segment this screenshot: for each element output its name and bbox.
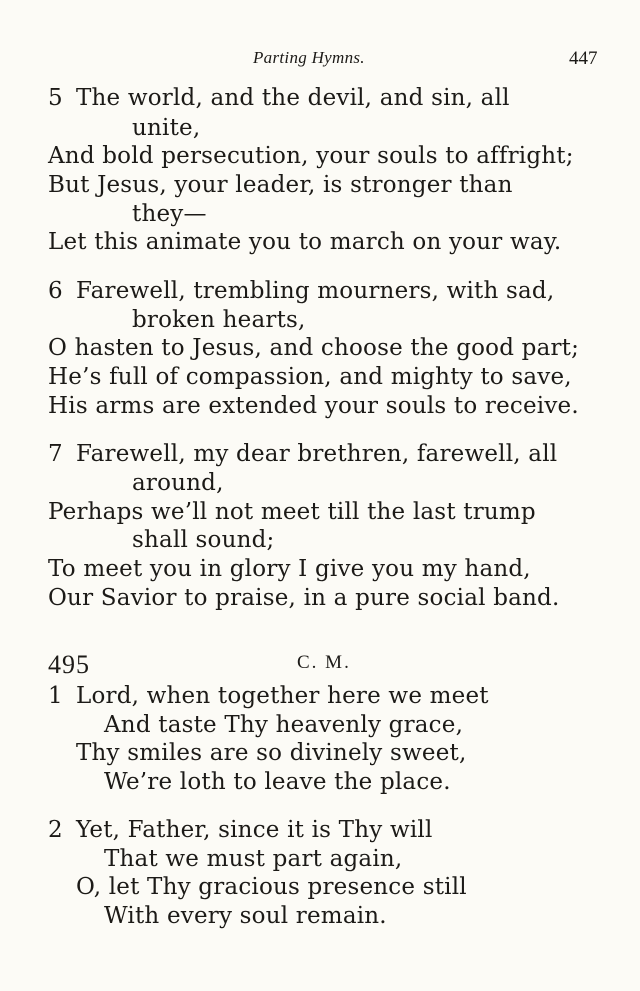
hymn-495-stanza-2-line-1: 2 Yet, Father, since it is Thy will bbox=[48, 817, 433, 843]
stanza-7-line-1: 7 Farewell, my dear brethren, farewell, all bbox=[48, 441, 558, 467]
hymn-495-stanza-2-line-4: With every soul remain. bbox=[104, 903, 387, 929]
stanza-5-line-1: 5 The world, and the devil, and sin, all bbox=[48, 85, 510, 111]
hymn-495-stanza-2-line-2: That we must part again, bbox=[104, 846, 403, 872]
running-head: Parting Hymns. bbox=[253, 48, 365, 67]
hymn-number: 495 bbox=[48, 650, 90, 679]
stanza-7-line-2: around, bbox=[132, 470, 224, 496]
stanza-5-number: 5 bbox=[48, 85, 63, 111]
stanza-5-line-6: Let this animate you to march on your way. bbox=[48, 229, 562, 255]
stanza-5-line-3: And bold persecution, your souls to affright; bbox=[48, 143, 574, 169]
stanza-7-number: 7 bbox=[48, 441, 63, 467]
page-number: 447 bbox=[569, 48, 598, 69]
hymn-495-stanza-2-line-3: O, let Thy gracious presence still bbox=[76, 874, 467, 900]
hymn-495-stanza-2-number: 2 bbox=[48, 817, 63, 843]
hymn-495-stanza-1-line-4: We’re loth to leave the place. bbox=[104, 769, 451, 795]
stanza-6-line-3: O hasten to Jesus, and choose the good part; bbox=[48, 335, 580, 361]
stanza-6-line-4: He’s full of compassion, and mighty to save, bbox=[48, 364, 572, 390]
hymn-meter: C. M. bbox=[297, 652, 351, 673]
stanza-7-line-5: To meet you in glory I give you my hand, bbox=[48, 556, 531, 582]
stanza-7-line-4: shall sound; bbox=[132, 527, 275, 553]
stanza-7-line-6: Our Savior to praise, in a pure social band. bbox=[48, 585, 560, 611]
hymn-495-stanza-1-line-1: 1 Lord, when together here we meet bbox=[48, 683, 489, 709]
hymn-495-stanza-1-number: 1 bbox=[48, 683, 63, 709]
stanza-7-line-3: Perhaps we’ll not meet till the last trump bbox=[48, 499, 536, 525]
stanza-5-line-4: But Jesus, your leader, is stronger than bbox=[48, 172, 513, 198]
stanza-6-line-5: His arms are extended your souls to receive. bbox=[48, 393, 579, 419]
hymn-495-stanza-1-line-3: Thy smiles are so divinely sweet, bbox=[76, 740, 467, 766]
hymn-495-stanza-1-line-2: And taste Thy heavenly grace, bbox=[104, 712, 464, 738]
stanza-6-line-2: broken hearts, bbox=[132, 307, 306, 333]
stanza-5-line-2: unite, bbox=[132, 115, 201, 141]
stanza-6-number: 6 bbox=[48, 278, 63, 304]
stanza-6-line-1: 6 Farewell, trembling mourners, with sad, bbox=[48, 278, 555, 304]
stanza-5-line-5: they— bbox=[132, 201, 207, 227]
